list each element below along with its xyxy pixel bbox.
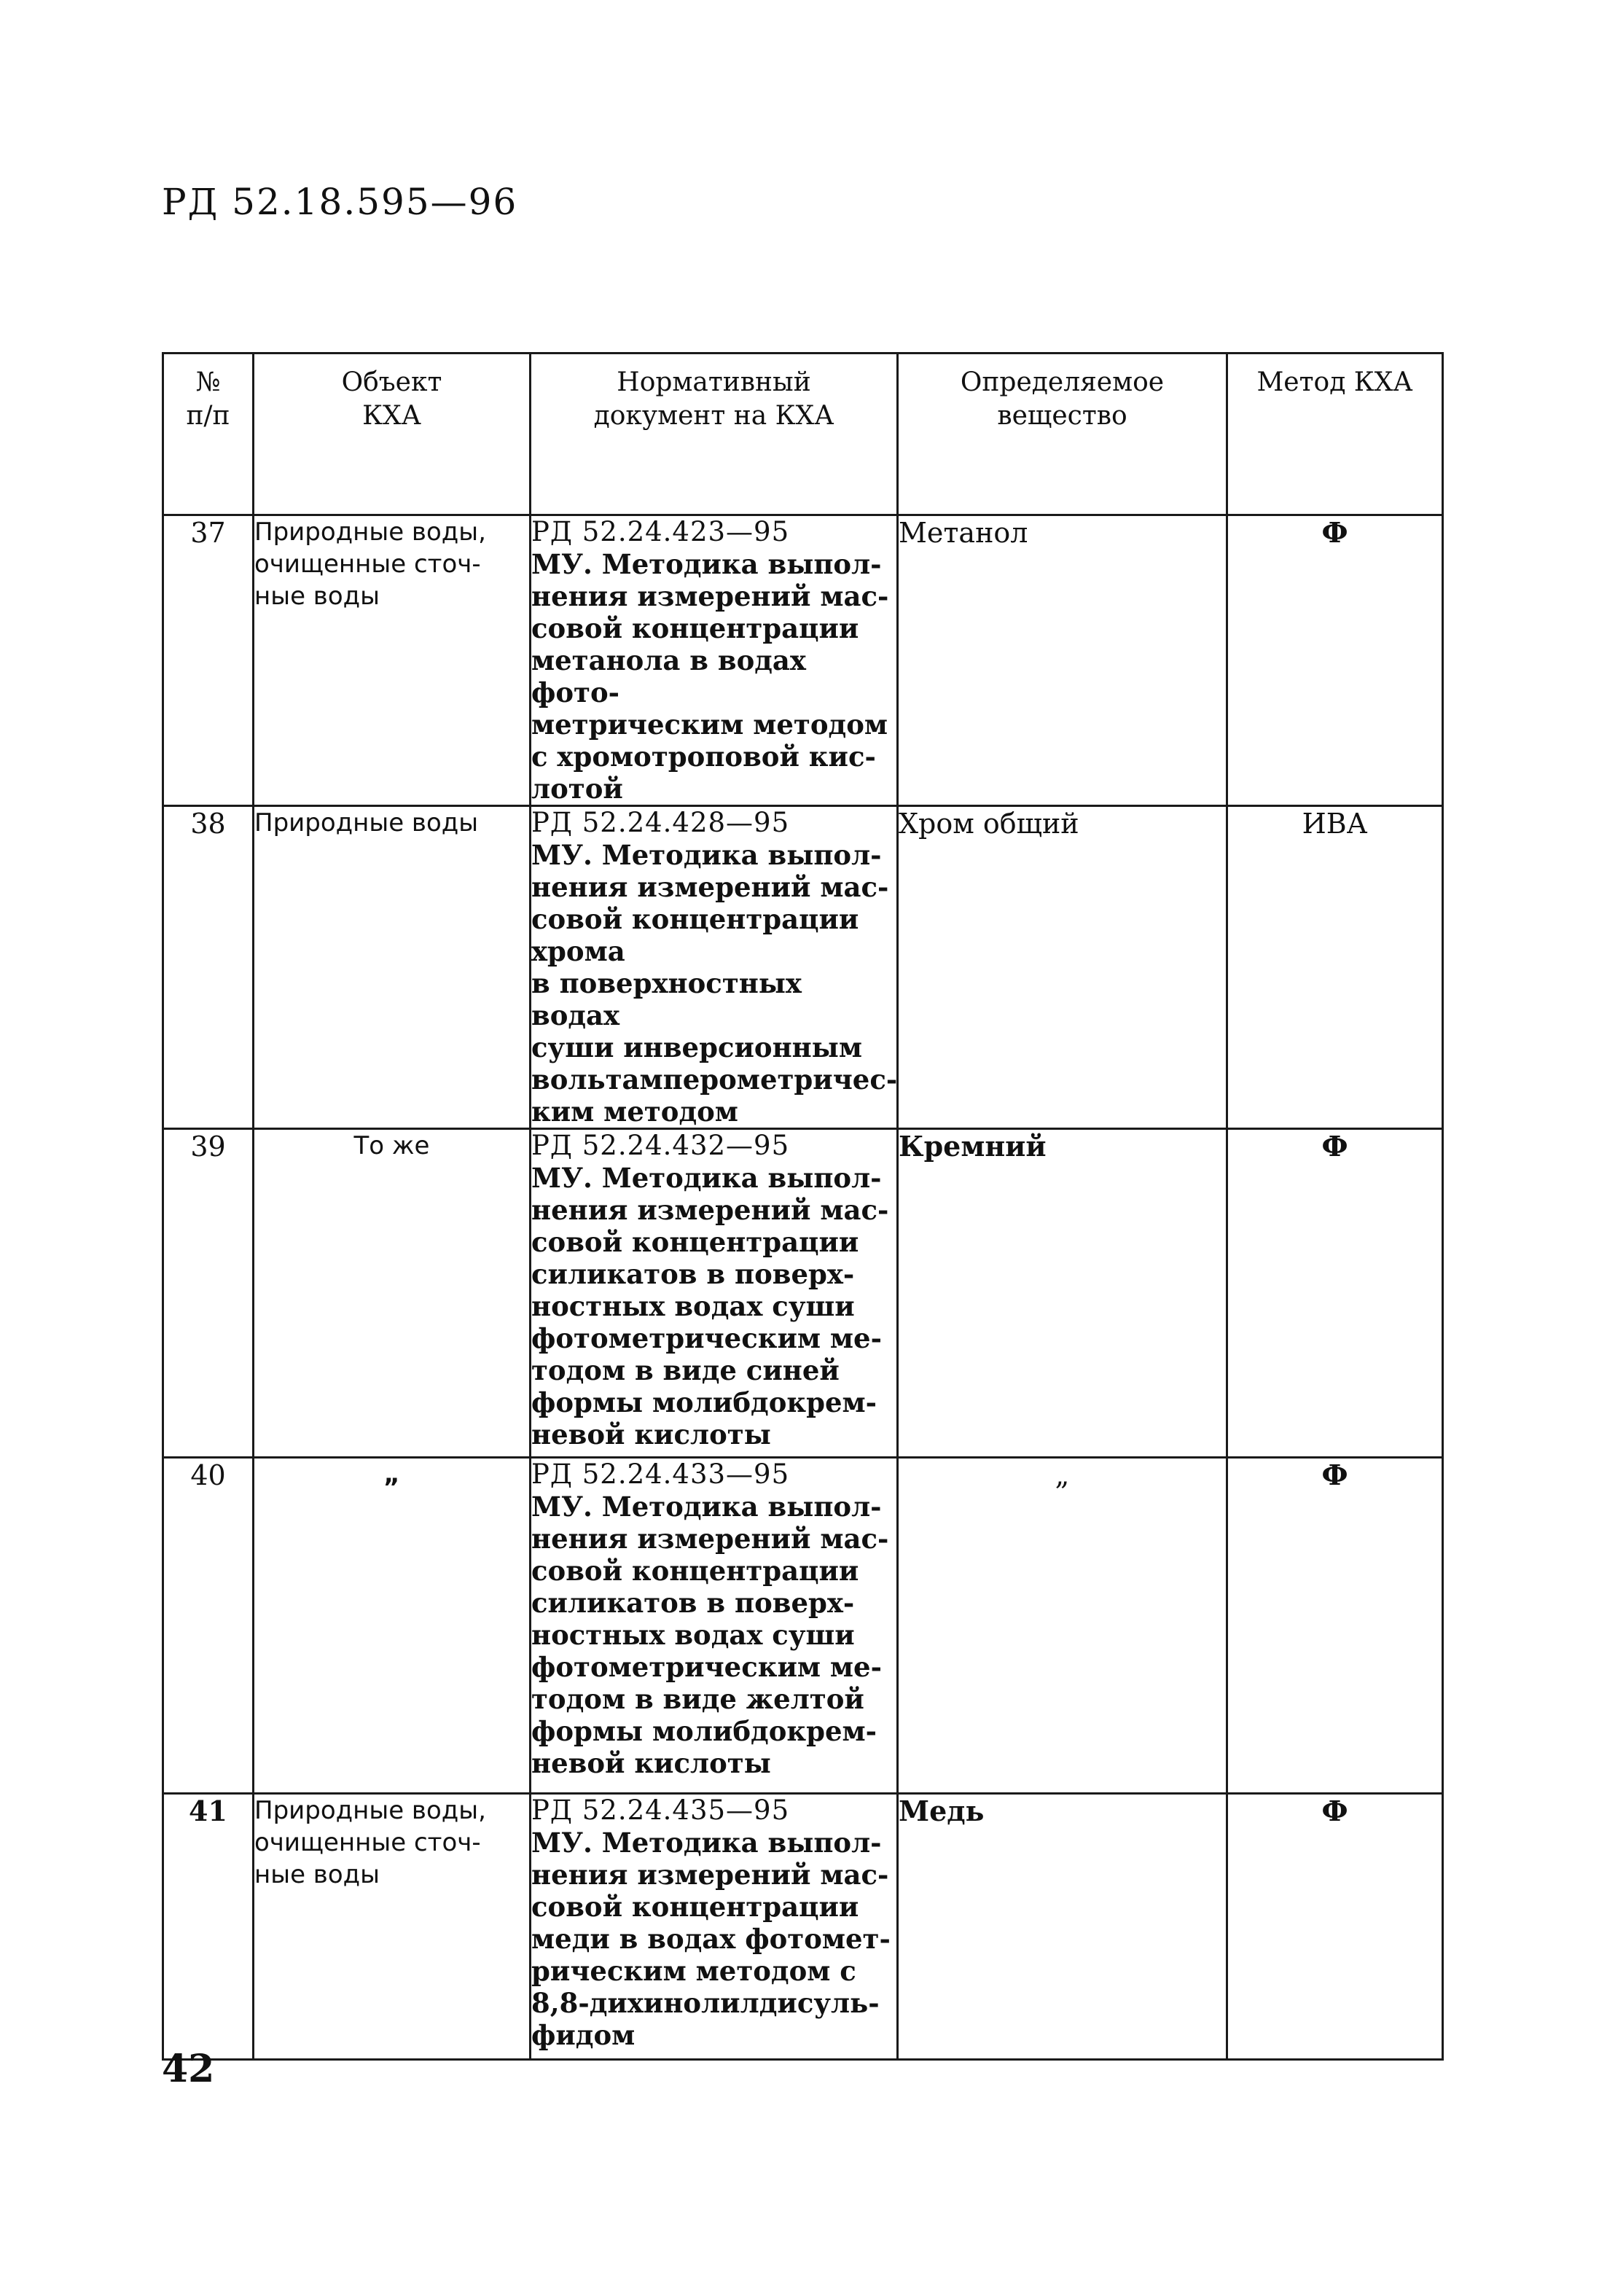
table-row xyxy=(163,1794,1443,2060)
row-substance: „ xyxy=(898,1458,1227,1794)
row-substance: Хром общий xyxy=(898,806,1227,1129)
row-document xyxy=(531,806,898,1129)
table-row xyxy=(163,806,1443,1129)
column-header-object: Объект КХА xyxy=(254,354,531,515)
row-method: ИВА xyxy=(1227,806,1443,1129)
row-number: 38 xyxy=(163,806,254,1129)
row-object: Природные воды, очищенные сточ- ные воды xyxy=(254,1794,531,2060)
document-title: МУ. Методика выпол- нения измерений мас- совой концентрации силикатов в поверх- ностных водах суши фотометрическим ме- тодом в виде желтой формы молибдокрем- невой кислоты xyxy=(531,1491,889,1779)
methods-table xyxy=(162,352,1444,2061)
row-document xyxy=(531,1458,898,1794)
document-reference: РД 52.24.432—95 xyxy=(531,1130,790,1161)
column-header-number: № п/п xyxy=(163,354,254,515)
document-reference: РД 52.24.433—95 xyxy=(531,1459,790,1490)
document-title: МУ. Методика выпол- нения измерений мас- совой концентрации силикатов в поверх- ностных водах суши фотометрическим ме- тодом в виде синей формы молибдокрем- невой кислоты xyxy=(531,1162,889,1450)
document-title: МУ. Методика выпол- нения измерений мас- совой концентрации меди в водах фотомет- рическим методом с 8,8-дихинолилдисуль- фидом xyxy=(531,1827,891,2051)
document-reference: РД 52.24.435—95 xyxy=(531,1795,790,1826)
row-number: 40 xyxy=(163,1458,254,1794)
row-document xyxy=(531,1129,898,1458)
table-row xyxy=(163,1458,1443,1794)
row-document xyxy=(531,515,898,806)
document-reference: РД 52.24.428—95 xyxy=(531,807,790,838)
document-title: МУ. Методика выпол- нения измерений мас- совой концентрации метанола в водах фото- метрическим методом с хромотроповой кис- лотой xyxy=(531,548,889,805)
row-document xyxy=(531,1794,898,2060)
row-method: Ф xyxy=(1227,1129,1443,1458)
row-number: 39 xyxy=(163,1129,254,1458)
row-object: „ xyxy=(254,1458,531,1794)
document-title: МУ. Методика выпол- нения измерений мас- совой концентрации хрома в поверхностных водах суши инверсионным вольтамперометричес- ким методом xyxy=(531,839,898,1128)
row-number: 37 xyxy=(163,515,254,806)
row-object: То же xyxy=(254,1129,531,1458)
column-header-substance: Определяемое вещество xyxy=(898,354,1227,515)
row-substance: Медь xyxy=(898,1794,1227,2060)
table-header xyxy=(163,354,1443,515)
row-object: Природные воды, очищенные сточ- ные воды xyxy=(254,515,531,806)
table-row xyxy=(163,1129,1443,1458)
table-row xyxy=(163,515,1443,806)
row-substance: Метанол xyxy=(898,515,1227,806)
column-header-method: Метод КХА xyxy=(1227,354,1443,515)
row-method: Ф xyxy=(1227,515,1443,806)
row-object: Природные воды xyxy=(254,806,531,1129)
row-substance: Кремний xyxy=(898,1129,1227,1458)
row-method: Ф xyxy=(1227,1458,1443,1794)
document-code: РД 52.18.595—96 xyxy=(162,181,518,223)
column-header-document: Нормативный документ на КХА xyxy=(531,354,898,515)
row-method: Ф xyxy=(1227,1794,1443,2060)
document-reference: РД 52.24.423—95 xyxy=(531,516,790,547)
page-number: 42 xyxy=(162,2047,215,2091)
row-number: 41 xyxy=(163,1794,254,2060)
